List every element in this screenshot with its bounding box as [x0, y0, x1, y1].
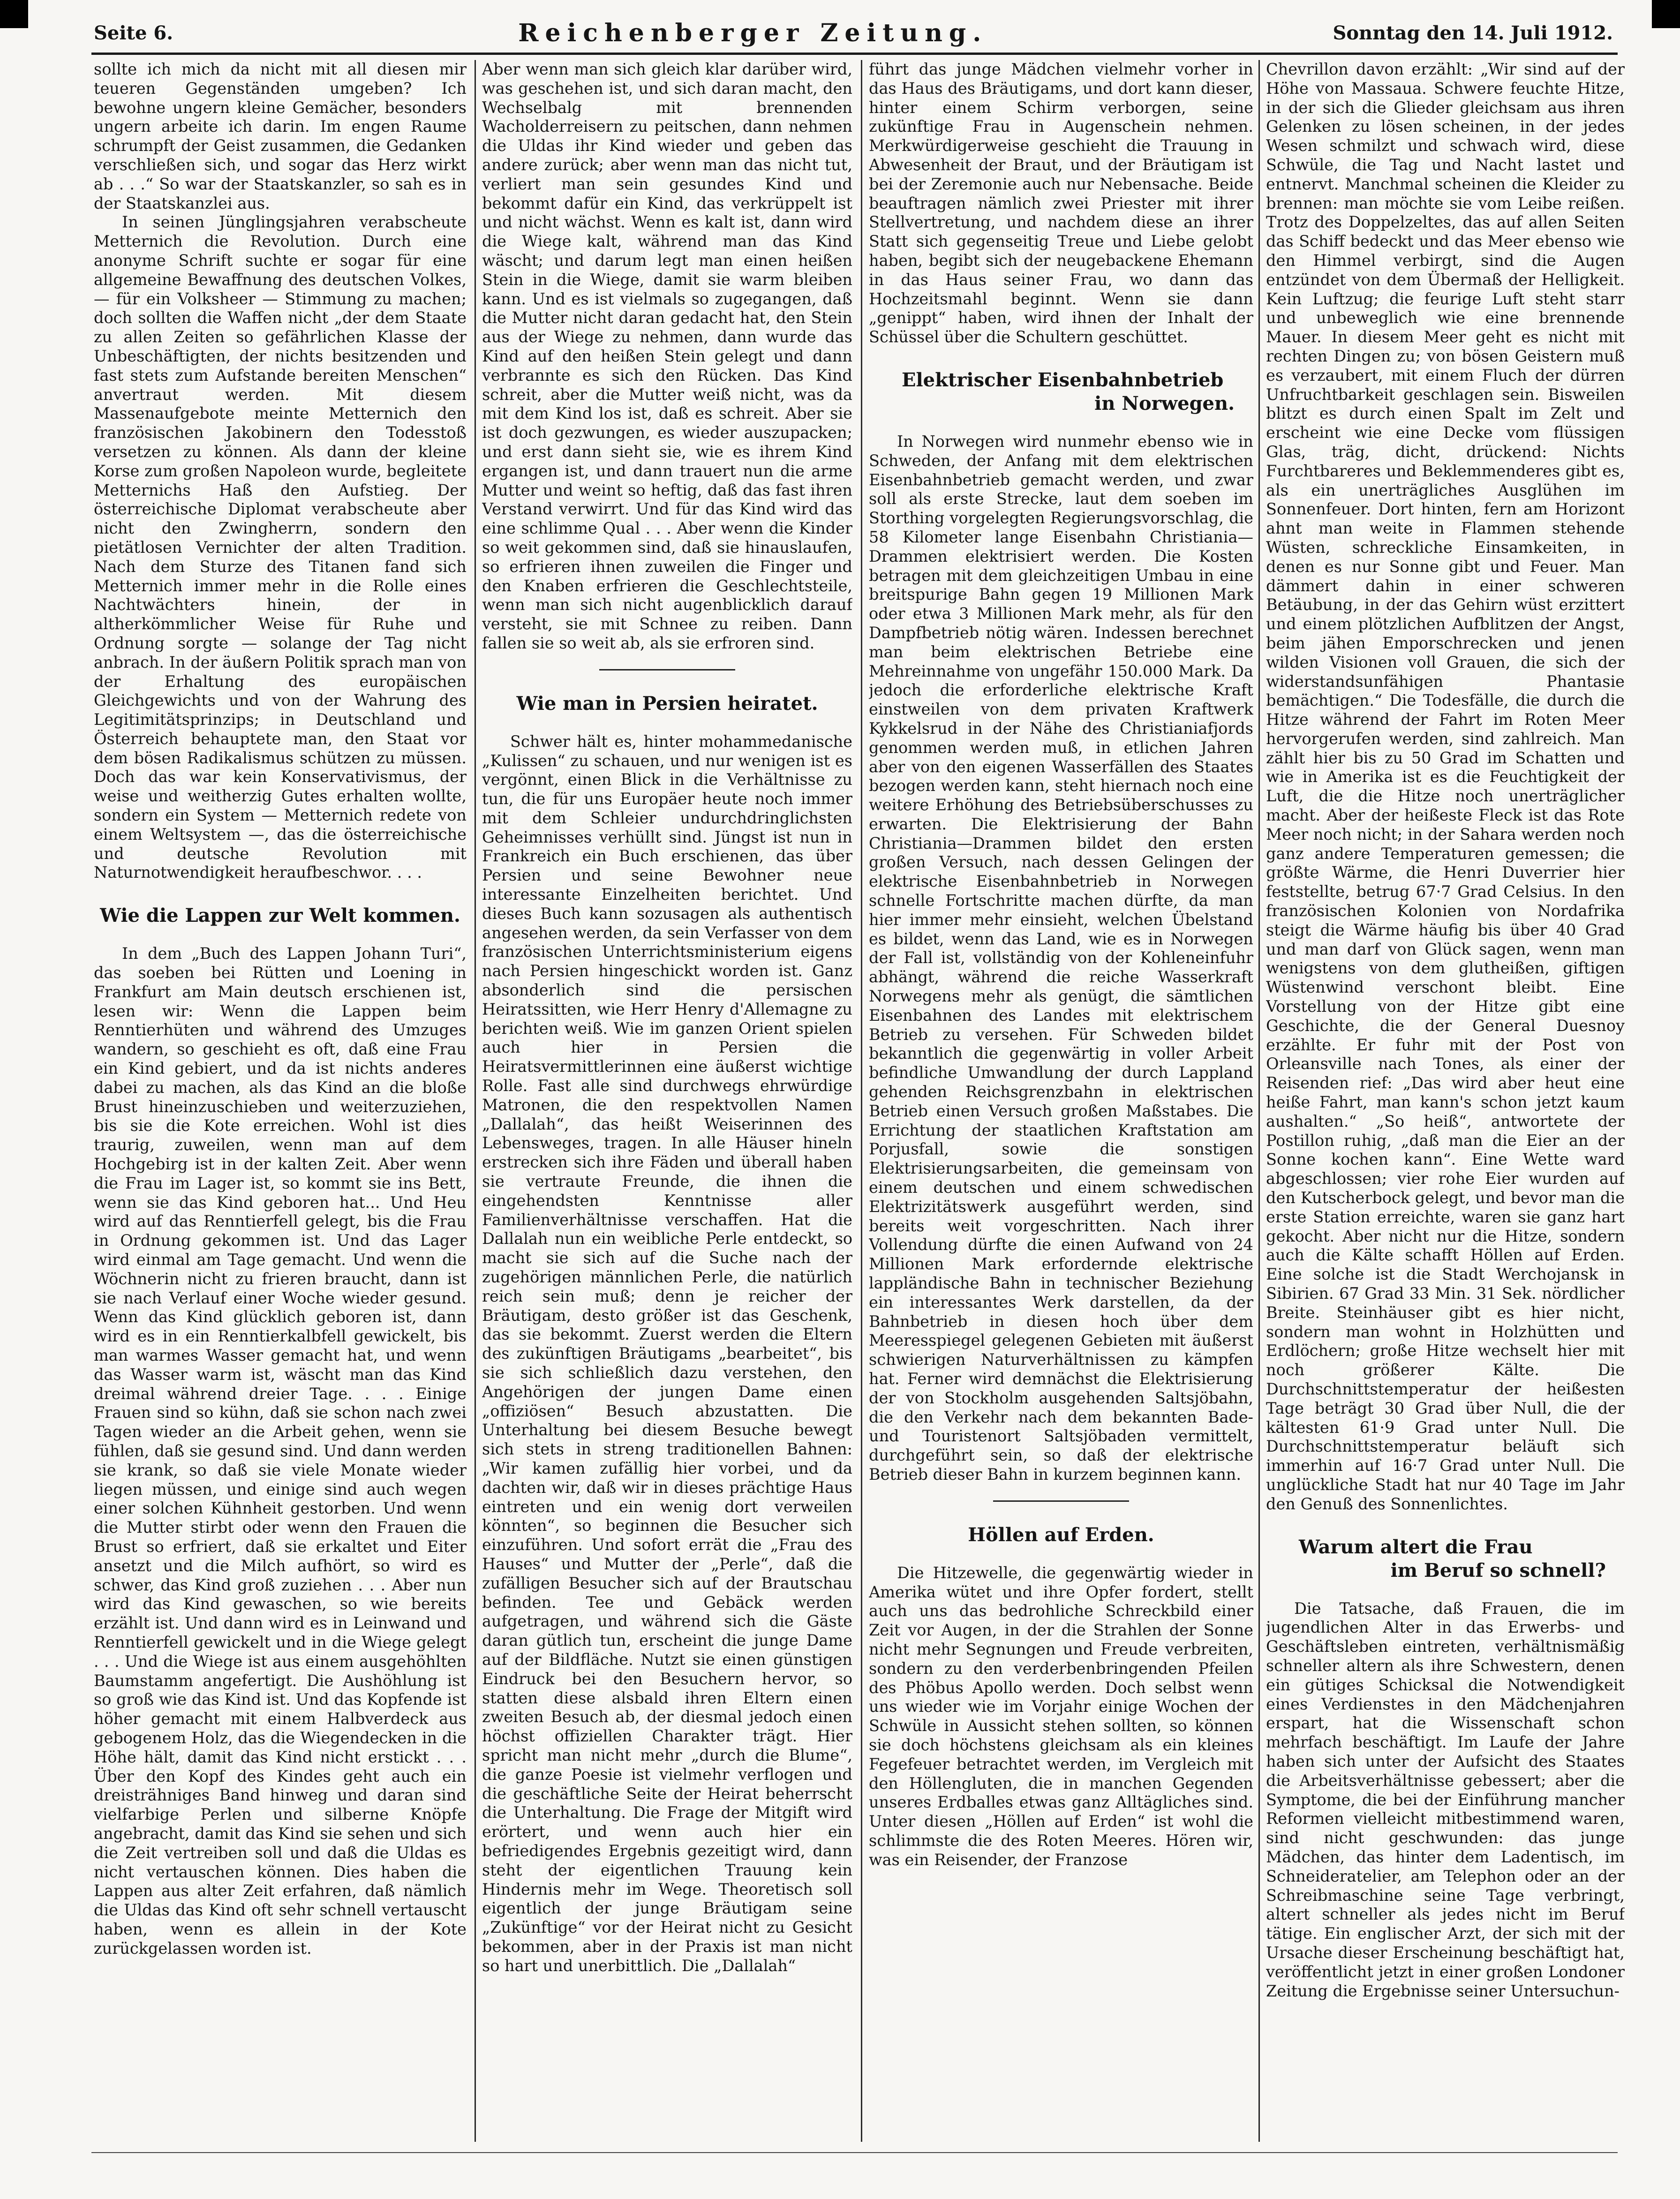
scan-corner-mark [1652, 0, 1680, 28]
article-paragraph: Die Hitzewelle, die gegenwärtig wieder in Amerika wütet und ihre Opfer fordert, stellt auch uns das bedrohliche Schreckbild einer Zeit vor Augen, in der die Strahlen der Sonne nicht mehr Segnungen und Freude verbreiten, sondern zu den verderbenbringenden Pfeilen des Phöbus Apollo werden. Doch selbst wenn uns wieder wie im Vorjahr einige Wochen der Schwüle in Aussicht stehen sollten, so können sie doch höchstens gleichsam als ein kleines Fegefeuer betrachtet werden, im Vergleich mit den Höllengluten, die in manchen Gegenden unseres Erdballes etwas ganz Alltägliches sind. Unter diesen „Höllen auf Erden“ ist wohl die schlimmste die des Roten Meeres. Hören wir, was ein Reisender, der Franzose [869, 1563, 1253, 1869]
article-paragraph: Die Tatsache, daß Frauen, die im jugendlichen Alter in das Erwerbs- und Geschäftsleben eintreten, verhältnismäßig schneller altern als ihre Schwestern, denen ein gütiges Schicksal die Notwendigkeit eines Verdienstes in den Mädchenjahren erspart, hat die Wissenschaft schon mehrfach beschäftigt. Im Laufe der Jahre haben sich unter der Aufsicht des Staates die Arbeitsverhältnisse gebessert; aber die Symptome, die bei der Einführung mancher Reformen vielleicht mitbestimmend waren, sind nicht geschwunden: das junge Mädchen, das hinter dem Ladentisch, im Schneideratelier, am Telephon oder an der Schreibmaschine seine Tage verbringt, altert schneller als jedes nicht im Beruf tätige. Ein englischer Arzt, der sich mit der Ursache dieser Erscheinung beschäftigt hat, veröffentlicht jetzt in einer großen Londoner Zeitung die Ergebnisse seiner Untersuchun- [1266, 1599, 1625, 2000]
column-divider [475, 60, 476, 2142]
newspaper-title: Reichenberger Zeitung. [518, 18, 988, 47]
article-paragraph: In seinen Jünglingsjahren verabscheute Metternich die Revolution. Durch eine anonyme Schrift suchte er sogar für eine allgemeine Bewaffnung des deutschen Volkes, — für ein Volksheer — Stimmung zu machen; doch sollten die Waffen nicht „der dem Staate zu allen Zeiten so gefährlichen Klasse der Unbeschäftigten, der nichts besitzenden und fast stets zum Aufstande bereiten Menschen“ anvertraut werden. Mit diesem Massenaufgebote meinte Metternich den französischen Jakobinern den Todesstoß versetzen zu können. Als dann der kleine Korse zum großen Napoleon wurde, begleitete Metternichs Haß den Aufstieg. Der österreichische Diplomat verabscheute aber nicht den Zwingherrn, sondern den pietätlosen Vernichter der alten Tradition. Nach dem Sturze des Titanen fand sich Metternich immer mehr in die Rolle eines Nachtwächters hinein, der in altherkömmlicher Weise für Ruhe und Ordnung sorgte — solange der Tag nicht anbrach. In der äußern Politik sprach man von der Erhaltung des europäischen Gleichgewichts und von der Wahrung des Legitimitätsprinzips; in Deutschland und Österreich behauptete man, den Staat vor dem bösen Radikalismus schützen zu müssen. Doch das war kein Konservativismus, der weise und weitherzig Gutes erhalten wollte, sondern ein System — Metternich redete von einem Weltsystem —, das die österreichische und deutsche Revolution mit Naturnotwendigkeit heraufbeschwor. . . . [94, 213, 467, 882]
article-headline [869, 369, 1253, 415]
page-bottom-rule [91, 2152, 1618, 2153]
article-paragraph: sollte ich mich da nicht mit all diesen mir teueren Gegenständen umgeben? Ich bewohne ungern kleine Gemächer, besonders ungern arbeite ich darin. Im engen Raume schrumpft der Geist zusammen, die Gedanken verschließen sich, und sogar das Herz wirkt ab . . .“ So war der Staatskanzler, so sah es in der Staatskanzlei aus. [94, 60, 467, 212]
column-3 [869, 60, 1253, 2142]
headline-line: Warum altert die Frau [1299, 1536, 1533, 1558]
article-headline: Höllen auf Erden. [968, 1523, 1154, 1546]
masthead [94, 14, 1613, 52]
article-paragraph: Chevrillon davon erzählt: „Wir sind auf der Höhe von Massaua. Schwere feuchte Hitze, in der sich die Glieder gleichsam aus ihren Gelenken zu lösen scheinen, in der jedes Wesen schmilzt und schwach wird, diese Schwüle, die Tag und Nacht lastet und entnervt. Manchmal scheinen die Kleider zu brennen: man möchte sie vom Leibe reißen. Trotz des Doppelzeltes, das auf allen Seiten das Schiff bedeckt und das Meer ebenso wie den Himmel verbirgt, sind die Augen entzündet von dem Übermaß der Helligkeit. Kein Luftzug; die feurige Luft steht starr und unbeweglich wie eine brennende Mauer. In diesem Meer geht es nicht mit rechten Dingen zu; von bösen Geistern muß es verzaubert, mit einem Fluch der dürren Unfruchtbarkeit geschlagen sein. Bisweilen blitzt es durch einen Spalt im Zelt und erscheint wie eine Decke vom flüssigen Glas, träg, dicht, drückend: Nichts Furchtbareres und Beklemmenderes gibt es, als ein unerträgliches Ausglühen im Sonnenfeuer. Dort hinten, fern am Horizont ahnt man weite in Flammen stehende Wüsten, schreckliche Einsamkeiten, in denen es nur Sonne gibt und Feuer. Man dämmert dahin in einer schweren Betäubung, in der das Gehirn wüst erzittert und einem plötzlichen Aufblitzen der Angst, beim jähen Emporschrecken und jenen wilden Visionen voll Grauen, die sich der widerstandsunfähigen Phantasie bemächtigen.“ Die Todesfälle, die durch die Hitze während der Fahrt im Roten Meer hervorgerufen werden, sind zahlreich. Man zählt hier bis zu 50 Grad im Schatten und wie in Amerika ist es die Feuchtigkeit der Luft, die die Hitze noch unerträglicher macht. Aber der heißeste Fleck ist das Rote Meer noch nicht; in der Sahara werden noch ganz andere Temperaturen gemessen; die größte Wärme, die Henri Duverrier hier feststellte, betrug 67·7 Grad Celsius. In den französischen Kolonien von Nordafrika steigt die Wärme häufig bis über 40 Grad und man darf von Glück sagen, wenn man wenigstens von dem glutheißen, giftigen Wüstenwind verschont bleibt. Eine Vorstellung von der Hitze gibt eine Geschichte, die der General Duesnoy erzählte. Er fuhr mit der Post von Orleansville nach Tones, als einer der Reisenden rief: „Das wird aber heut eine heiße Fahrt, man kann's schon jetzt kaum aushalten.“ „So heiß“, antwortete der Postillon ruhig, „daß man die Eier an der Sonne kochen kann“. Eine Wette ward abgeschlossen; vier rohe Eier wurden auf den Kutscherbock gelegt, und bevor man die erste Station erreichte, waren sie ganz hart gekocht. Aber nicht nur die Hitze, sondern auch die Kälte schafft Höllen auf Erden. Eine solche ist die Stadt Werchojansk in Sibirien. 67 Grad 33 Min. 31 Sek. nördlicher Breite. Steinhäuser gibt es hier nicht, sondern man wohnt in Holzhütten und Erdlöchern; große Hitze wechselt hier mit noch größerer Kälte. Die Durchschnittstemperatur der heißesten Tage beträgt 30 Grad über Null, die der kältesten 61·9 Grad unter Null. Die Durchschnittstemperatur beläuft sich immerhin auf 16·7 Grad unter Null. Die unglückliche Stadt hat nur 40 Tage im Jahr den Genuß des Sonnenlichtes. [1266, 60, 1625, 1513]
article-paragraph: Schwer hält es, hinter mohammedanische „Kulissen“ zu schauen, und nur wenigen ist es vergönnt, einen Blick in die Verhältnisse zu tun, die für uns Europäer heute noch immer mit dem Schleier undurchdringlichsten Geheimnisses verhüllt sind. Jüngst ist nun in Frankreich ein Buch erschienen, das über Persien und seine Bewohner neue interessante Einzelheiten berichtet. Und dieses Buch kann sozusagen als authentisch angesehen werden, da sein Verfasser von dem französischen Unterrichtsministerium eigens nach Persien hingeschickt worden ist. Ganz absonderlich sind die persischen Heiratssitten, wie Herr Henry d'Allemagne zu berichten weiß. Wie im ganzen Orient spielen auch hier in Persien die Heiratsvermittlerinnen eine äußerst wichtige Rolle. Fast alle sind durchwegs ehrwürdige Matronen, die den respektvollen Namen „Dallalah“, das heißt Weiserinnen des Lebensweges, tragen. In alle Häuser hineln erstrecken sich ihre Fäden und überall haben sie vertraute Freunde, die ihnen die eingehendsten Kenntnisse aller Familienverhältnisse verschaffen. Hat die Dallalah nun ein weibliche Perle entdeckt, so macht sie sich auf die Suche nach der zugehörigen männlichen Perle, die natürlich reich sein muß; denn je reicher der Bräutigam, desto größer ist das Geschenk, das sie bekommt. Zuerst werden die Eltern des zukünftigen Bräutigams „bearbeitet“, bis sie sich schließlich dazu verstehen, den Angehörigen der jungen Dame einen „offiziösen“ Besuch abzustatten. Die Unterhaltung bei diesem Besuche bewegt sich stets in streng traditionellen Bahnen: „Wir kamen zufällig hier vorbei, und da dachten wir, daß wir in dieses prächtige Haus eintreten und ein wenig dort verweilen könnten“, so beginnen die Besucher sich einzuführen. Und sofort errät die „Frau des Hauses“ und Mutter der „Perle“, daß die zufälligen Besucher sich auf der Brautschau befinden. Tee und Gebäck werden aufgetragen, und während sich die Gäste daran gütlich tun, erscheint die junge Dame auf der Bildfläche. Nutzt sie einen günstigen Eindruck bei den Besuchern hervor, so statten diese alsbald ihren Eltern einen zweiten Besuch ab, der diesmal jedoch einen höchst offiziellen Charakter trägt. Hier spricht man nicht mehr „durch die Blume“, die ganze Poesie ist vielmehr verflogen und die geschäftliche Seite der Heirat beherrscht die Unterhaltung. Die Frage der Mitgift wird erörtert, und wenn auch hier ein befriedigendes Ergebnis gezeitigt wird, dann steht der eigentlichen Trauung kein Hindernis mehr im Wege. Theoretisch soll eigentlich der junge Bräutigam seine „Zukünftige“ vor der Heirat nicht zu Gesicht bekommen, aber in der Praxis ist man nicht so hart und unerbittlich. Die „Dallalah“ [482, 732, 852, 1975]
page-number: Seite 6. [94, 22, 173, 44]
article-headline: Wie man in Persien heiratet. [516, 692, 818, 715]
headline-line: im Beruf so schnell? [1390, 1559, 1606, 1581]
article-paragraph: In dem „Buch des Lappen Johann Turi“, das soeben bei Rütten und Loening in Frankfurt am Main deutsch erschienen ist, lesen wir: Wenn die Lappen beim Renntierhüten und während des Umzuges wandern, so geschieht es oft, daß eine Frau ein Kind gebiert, und da ist nichts anderes dabei zu machen, als das Kind an die bloße Brust hineinzuschieben und weiterzuziehen, bis sie die Kote erreichen. Wohl ist dies traurig, zuweilen, wenn man auf dem Hochgebirg ist in der kalten Zeit. Aber wenn die Frau im Lager ist, so kommt sie ins Bett, wenn sie das Kind geboren hat... Und Heu wird auf das Renntierfell gelegt, bis die Frau in Ordnung gekommen ist. Und das Lager wird einmal am Tage gemacht. Und wenn die Wöchnerin nicht zu frieren braucht, dann ist sie nach Verlauf einer Woche wieder gesund. Wenn das Kind glücklich geboren ist, dann wird es in ein Renntierkalbfell gewickelt, bis man warmes Wasser gemacht hat, und wenn das Wasser warm ist, wäscht man das Kind dreimal während dreier Tage. . . . Einige Frauen sind so kühn, daß sie schon nach zwei Tagen wieder an die Arbeit gehen, wenn sie fühlen, daß sie gesund sind. Und dann werden sie krank, so daß sie viele Monate wieder liegen müssen, und einige sind auch wegen einer solchen Kühnheit gestorben. Und wenn die Mutter stirbt oder wenn den Frauen die Brust so erfriert, daß sie erkaltet und Eiter ansetzt und die Milch aufhört, so wird es schwer, das Kind groß zuziehen . . . Aber nun wird das Kind gewaschen, so wie bereits erzählt ist. Und dann wird es in Leinwand und Renntierfell gewickelt und in die Wiege gelegt . . . Und die Wiege ist aus einem ausgehöhlten Baumstamm angefertigt. Die Aushöhlung ist so groß wie das Kind ist. Und das Kopfende ist höher gemacht mit einem Halbverdeck aus gebogenem Holz, das die Wiegendecken in die Höhe hält, damit das Kind nicht erstickt . . . Über den Kopf des Kindes geht auch ein dreisträhniges Band hinweg und daran sind vielfarbige Perlen und silberne Knöpfe angebracht, damit das Kind sie sehen und sich die Zeit vertreiben soll und daß die Uldas es nicht vertauschen können. Dies haben die Lappen aus alter Zeit erfahren, daß nämlich die Uldas das Kind oft sehr schnell vertauscht haben, wenn es allein in der Kote zurückgelassen worden ist. [94, 944, 467, 1958]
column-4 [1266, 60, 1625, 2142]
article-paragraph: führt das junge Mädchen vielmehr vorher in das Haus des Bräutigams, und dort kann dieser, hinter einem Schirm verborgen, seine zukünftige Frau in Augenschein nehmen. Merkwürdigerweise geschieht die Trauung in Abwesenheit der Braut, und der Bräutigam ist bei der Zeremonie auch nur Nebensache. Beide beauftragen nämlich zwei Priester mit ihrer Stellvertretung, und nachdem diese an ihrer Statt sich gegenseitig Treue und Liebe gelobt haben, begibt sich der neugebackene Ehemann in das Haus seiner Frau, wo dann das Hochzeitsmahl beginnt. Wenn sie dann „genippt“ haben, wird ihnen der Inhalt der Schüssel über die Schultern geschüttet. [869, 60, 1253, 346]
article-paragraph: In Norwegen wird nunmehr ebenso wie in Schweden, der Anfang mit dem elektrischen Eisenbahnbetrieb gemacht werden, und zwar soll als erste Strecke, laut dem soeben im Storthing vorgelegten Regierungsvorschlag, die 58 Kilometer lange Eisenbahn Christiania—Drammen elektrisiert werden. Die Kosten betragen mit dem gleichzeitigen Umbau in eine breitspurige Bahn gegen 19 Millionen Mark oder etwa 3 Millionen Mark mehr, als für den Dampfbetrieb nötig wären. Indessen berechnet man beim elektrischen Betriebe eine Mehreinnahme von ungefähr 150.000 Mark. Da jedoch die erforderliche elektrische Kraft einstweilen von dem privaten Kraftwerk Kykkelsrud in der Nähe des Christianiafjords genommen werden muß, in etlichen Jahren aber von den eigenen Wasserfällen des Staates bezogen werden kann, steht hiernach noch eine weitere Erhöhung des Betriebsüberschusses zu erwarten. Die Elektrisierung der Bahn Christiania—Drammen bildet den ersten großen Versuch, nach dessen Gelingen der elektrische Eisenbahnbetrieb in Norwegen schnelle Fortschritte machen dürfte, da man hier immer mehr einsieht, welchen Übelstand es bildet, wenn das Land, wie es in Norwegen der Fall ist, vollständig von der Kohleneinfuhr abhängt, während die reiche Wasserkraft Norwegens mehr als genügt, die sämtlichen Eisenbahnen des Landes mit elektrischem Betrieb zu versehen. Für Schweden bildet bekanntlich die gegenwärtig in voller Arbeit befindliche Umwandlung der durch Lappland gehenden Reichsgrenzbahn in elektrischen Betrieb einen Versuch großen Maßstabes. Die Errichtung der staatlichen Kraftstation am Porjusfall, sowie die sonstigen Elektrisierungsarbeiten, die gemeinsam von einem deutschen und einem schwedischen Elektrizitätswerk ausgeführt werden, sind bereits weit vorgeschritten. Nach ihrer Vollendung dürfte die einen Aufwand von 24 Millionen Mark erfordernde elektrische lappländische Bahn in technischer Beziehung ein interessantes Werk darstellen, da der Bahnbetrieb in diesen hoch über dem Meeresspiegel gelegenen Gebieten mit äußerst schwierigen Naturverhältnissen zu kämpfen hat. Ferner wird demnächst die Elektrisierung der von Stockholm ausgehenden Saltsjöbahn, die den Verkehr nach dem bekannten Bade- und Touristenort Saltsjöbaden vermittelt, durchgeführt sein, so daß der elektrische Betrieb dieser Bahn in kurzem beginnen kann. [869, 432, 1253, 1484]
issue-date: Sonntag den 14. Juli 1912. [1333, 22, 1613, 44]
column-divider [861, 60, 862, 2142]
article-separator [599, 669, 735, 670]
headline-line: Elektrischer Eisenbahnbetrieb [902, 369, 1224, 391]
column-divider [1258, 60, 1260, 2142]
article-headline [1266, 1536, 1625, 1582]
article-headline: Wie die Lappen zur Welt kommen. [100, 904, 460, 927]
column-2 [482, 60, 852, 2142]
scan-corner-mark [0, 0, 28, 28]
article-separator [993, 1500, 1129, 1502]
masthead-rule [91, 53, 1618, 55]
article-paragraph: Aber wenn man sich gleich klar darüber wird, was geschehen ist, und sich daran macht, den Wechselbalg mit brennenden Wacholderreisern zu peitschen, dann nehmen die Uldas ihr Kind wieder und geben das andere zurück; aber wenn man das nicht tut, verliert man sein gesundes Kind und bekommt dafür ein Kind, das verkrüppelt ist und nicht wächst. Wenn es kalt ist, dann wird die Wiege kalt, während man das Kind wäscht; und darum legt man einen heißen Stein in die Wiege, damit sie warm bleiben kann. Und es ist vielmals so zugegangen, daß die Mutter nicht daran gedacht hat, den Stein aus der Wiege zu nehmen, dann wurde das Kind auf den heißen Stein gelegt und dann verbrannte es sich den Rücken. Das Kind schreit, aber die Mutter weiß nicht, was da mit dem Kind los ist, daß es schreit. Aber sie ist doch gezwungen, es wieder auszupacken; und erst dann sieht sie, wie es ihrem Kind ergangen ist, und dann trauert nun die arme Mutter und weint so heftig, daß das fast ihren Verstand verwirrt. Und für das Kind wird das eine schlimme Qual . . . Aber wenn die Kinder so weit gekommen sind, daß sie hinauslaufen, so erfrieren ihnen zuweilen die Finger und den Knaben erfrieren die Geschlechtsteile, wenn man sich nicht augenblicklich darauf versteht, sie mit Schnee zu reiben. Dann fallen sie so weit ab, als sie erfroren sind. [482, 60, 852, 652]
column-1 [94, 60, 467, 2142]
headline-line: in Norwegen. [1094, 392, 1235, 414]
